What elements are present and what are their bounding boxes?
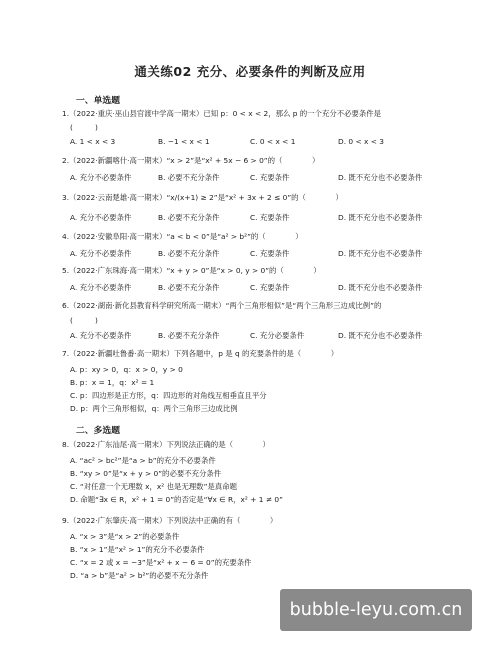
option-b: B. 必要不充分条件 (158, 331, 220, 340)
option-c: C. 充要条件 (250, 283, 290, 292)
option-b: B. 必要不充分条件 (158, 173, 220, 182)
option-b: B. p：x = 1，q：x² = 1 (70, 378, 155, 387)
question-stem: 3.（2022·云南楚雄·高一期末）“x/(x+1) ≥ 2”是“x² + 3x + 2 ≤ 0”的（ ） (62, 193, 343, 202)
option-d: D. 命题“∃x ∈ R，x² + 1 = 0”的否定是“∀x ∈ R，x² + 1 ≠ 0” (70, 495, 283, 504)
option-a: A. 充分不必要条件 (70, 213, 132, 222)
question-1 (62, 109, 457, 119)
option-d: D. 既不充分也不必要条件 (338, 213, 423, 222)
options-q3 (70, 212, 465, 223)
option-c: C. 充分必要条件 (250, 331, 305, 340)
option-d: D. p：两个三角形相似，q：两个三角形三边成比例 (70, 404, 238, 413)
question-stem: 2.（2022·新疆喀什·高一期末）“x > 2”是“x² + 5x − 6 > 0”的（ ） (62, 156, 320, 165)
option-c: C. “对任意一个无理数 x，x² 也是无理数”是真命题 (70, 482, 237, 491)
answer-blank: ( ) (70, 123, 98, 132)
option-d: D. 既不充分也不必要条件 (338, 283, 423, 292)
question-stem: 8.（2022·广东汕尾·高一期末）下列说法正确的是（ ） (62, 440, 270, 449)
options-q4 (70, 248, 465, 259)
question-3 (62, 193, 457, 203)
question-stem: 1.（2022·重庆·巫山县官渡中学高一期末）已知 p：0 < x < 2，那么 p 的一个充分不必要条件是 (62, 109, 382, 118)
option-b: B. 必要不充分条件 (158, 249, 220, 258)
option-d: D. “a > b”是“a² > b²”的必要不充分条件 (70, 571, 209, 580)
option-a: A. 充分不必要条件 (70, 249, 132, 258)
option-d: D. 0 < x < 3 (338, 137, 384, 146)
question-4 (62, 232, 457, 242)
options-q5 (70, 282, 465, 293)
option-b: B. “xy > 0”是“x + y > 0”的必要不充分条件 (70, 469, 222, 478)
options-q6 (70, 330, 465, 341)
option-a: A. “ac² > bc²”是“a > b”的充分不必要条件 (70, 456, 216, 465)
question-7 (62, 349, 457, 359)
option-c: C. “x = 2 或 x = −3”是“x² + x − 6 = 0”的充要条件 (70, 558, 252, 567)
answer-blank: ( ) (70, 316, 98, 325)
option-a: A. 充分不必要条件 (70, 331, 132, 340)
question-stem: 7.（2022·新疆吐鲁番·高一期末）下列各题中，p 是 q 的充要条件的是（ ） (62, 349, 339, 358)
option-c: C. 0 < x < 1 (250, 137, 296, 146)
watermark-badge: bubble-leyu.com.cn (280, 589, 472, 631)
option-b: B. −1 < x < 1 (158, 137, 210, 146)
option-a: A. p：xy > 0，q：x > 0，y > 0 (70, 365, 183, 374)
options-q2 (70, 172, 465, 183)
options-q1 (70, 137, 465, 148)
option-b: B. 必要不充分条件 (158, 283, 220, 292)
question-2 (62, 156, 457, 166)
question-8 (62, 440, 457, 450)
option-b: B. “x > 1”是“x² > 1”的充分不必要条件 (70, 545, 205, 554)
page-title: 通关练02 充分、必要条件的判断及应用 (134, 64, 366, 79)
option-c: C. 充要条件 (250, 213, 290, 222)
question-stem: 4.（2022·安徽阜阳·高一期末）“a < b < 0”是“a² > b²”的（ ） (62, 232, 303, 241)
option-d: D. 既不充分也不必要条件 (338, 249, 423, 258)
option-c: C. p：四边形是正方形，q：四边形的对角线互相垂直且平分 (70, 391, 267, 400)
question-stem: 6.（2022·湖南·新化县教育科学研究所高一期末）“两个三角形相似”是“两个三角形三边成比例”的 (62, 301, 382, 310)
question-6 (62, 301, 457, 311)
question-5 (62, 266, 457, 276)
option-a: A. 充分不必要条件 (70, 283, 132, 292)
question-stem: 9.（2022·广东肇庆·高一期末）下列说法中正确的有（ ） (62, 516, 278, 525)
section-heading-multiple-choice: 二、多选题 (76, 426, 120, 436)
option-c: C. 充要条件 (250, 173, 290, 182)
option-d: D. 既不充分也不必要条件 (338, 331, 423, 340)
option-a: A. 1 < x < 3 (70, 137, 116, 146)
question-stem: 5.（2022·广东珠海·高一期末）“x + y > 0”是“x > 0, y > 0”的（ ） (62, 266, 321, 275)
option-d: D. 既不充分也不必要条件 (338, 173, 423, 182)
question-9 (62, 516, 457, 526)
option-a: A. “x > 3”是“x > 2”的必要条件 (70, 532, 180, 541)
option-c: C. 充要条件 (250, 249, 290, 258)
section-heading-single-choice: 一、单选题 (76, 96, 120, 106)
option-a: A. 充分不必要条件 (70, 173, 132, 182)
option-b: B. 必要不充分条件 (158, 213, 220, 222)
